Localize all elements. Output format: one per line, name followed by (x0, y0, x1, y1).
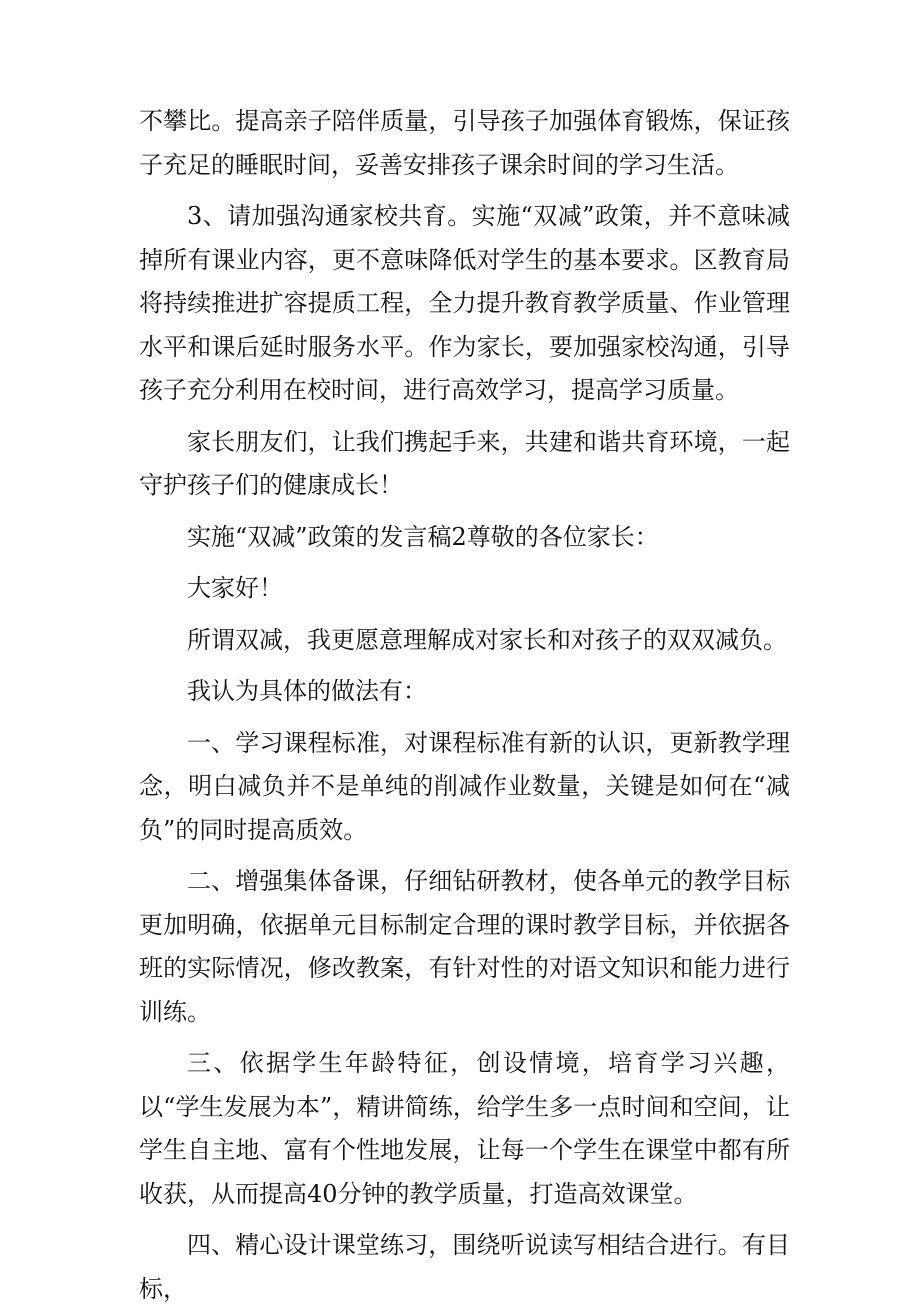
paragraph-double-reduction-meaning: 所谓双减，我更愿意理解成对家长和对孩子的双双减负。 (187, 625, 787, 654)
paragraph-continuation: 不攀比。提高亲子陪伴质量，引导孩子加强体育锻炼，保证孩子充足的睡眠时间，妥善安排孩子课余时间的学习生活。 (139, 107, 790, 179)
paragraph-point-two: 二、增强集体备课，仔细钻研教材，使各单元的教学目标更加明确，依据单元目标制定合理的课时教学目标，并依据各班的实际情况，修改教案，有针对性的对语文知识和能力进行训练。 (139, 867, 790, 1026)
paragraph-home-school: 3、请加强沟通家校共育。实施“双减”政策，并不意味减掉所有课业内容，更不意味降低对学生的基本要求。区教育局将持续推进扩容提质工程，全力提升教育教学质量、作业管理水平和课后延时服务水平。作为家长，要加强家校沟通，引导孩子充分利用在校时间，进行高效学习，提高学习质量。 (139, 202, 790, 404)
paragraph-point-one: 一、学习课程标准，对课程标准有新的认识，更新教学理念，明白减负并不是单纯的削减作业数量，关键是如何在“减负”的同时提高质效。 (139, 728, 790, 844)
paragraph-speech-heading: 实施“双减”政策的发言稿2尊敬的各位家长： (187, 522, 659, 551)
paragraph-point-four: 四、精心设计课堂练习，围绕听说读写相结合进行。有目标， (139, 1231, 790, 1303)
paragraph-point-three: 三、依据学生年龄特征，创设情境，培育学习兴趣，以“学生发展为本”，精讲简练，给学生多一点时间和空间，让学生自主地、富有个性地发展，让每一个学生在课堂中都有所收获，从而提高40分钟的教学质量，打造高效课堂。 (139, 1049, 790, 1208)
paragraph-greeting: 大家好！ (187, 574, 283, 602)
document-body (139, 100, 790, 1311)
paragraph-methods-intro: 我认为具体的做法有： (187, 677, 427, 705)
paragraph-call-to-parents: 家长朋友们，让我们携起手来，共建和谐共育环境，一起守护孩子们的健康成长！ (139, 427, 790, 499)
